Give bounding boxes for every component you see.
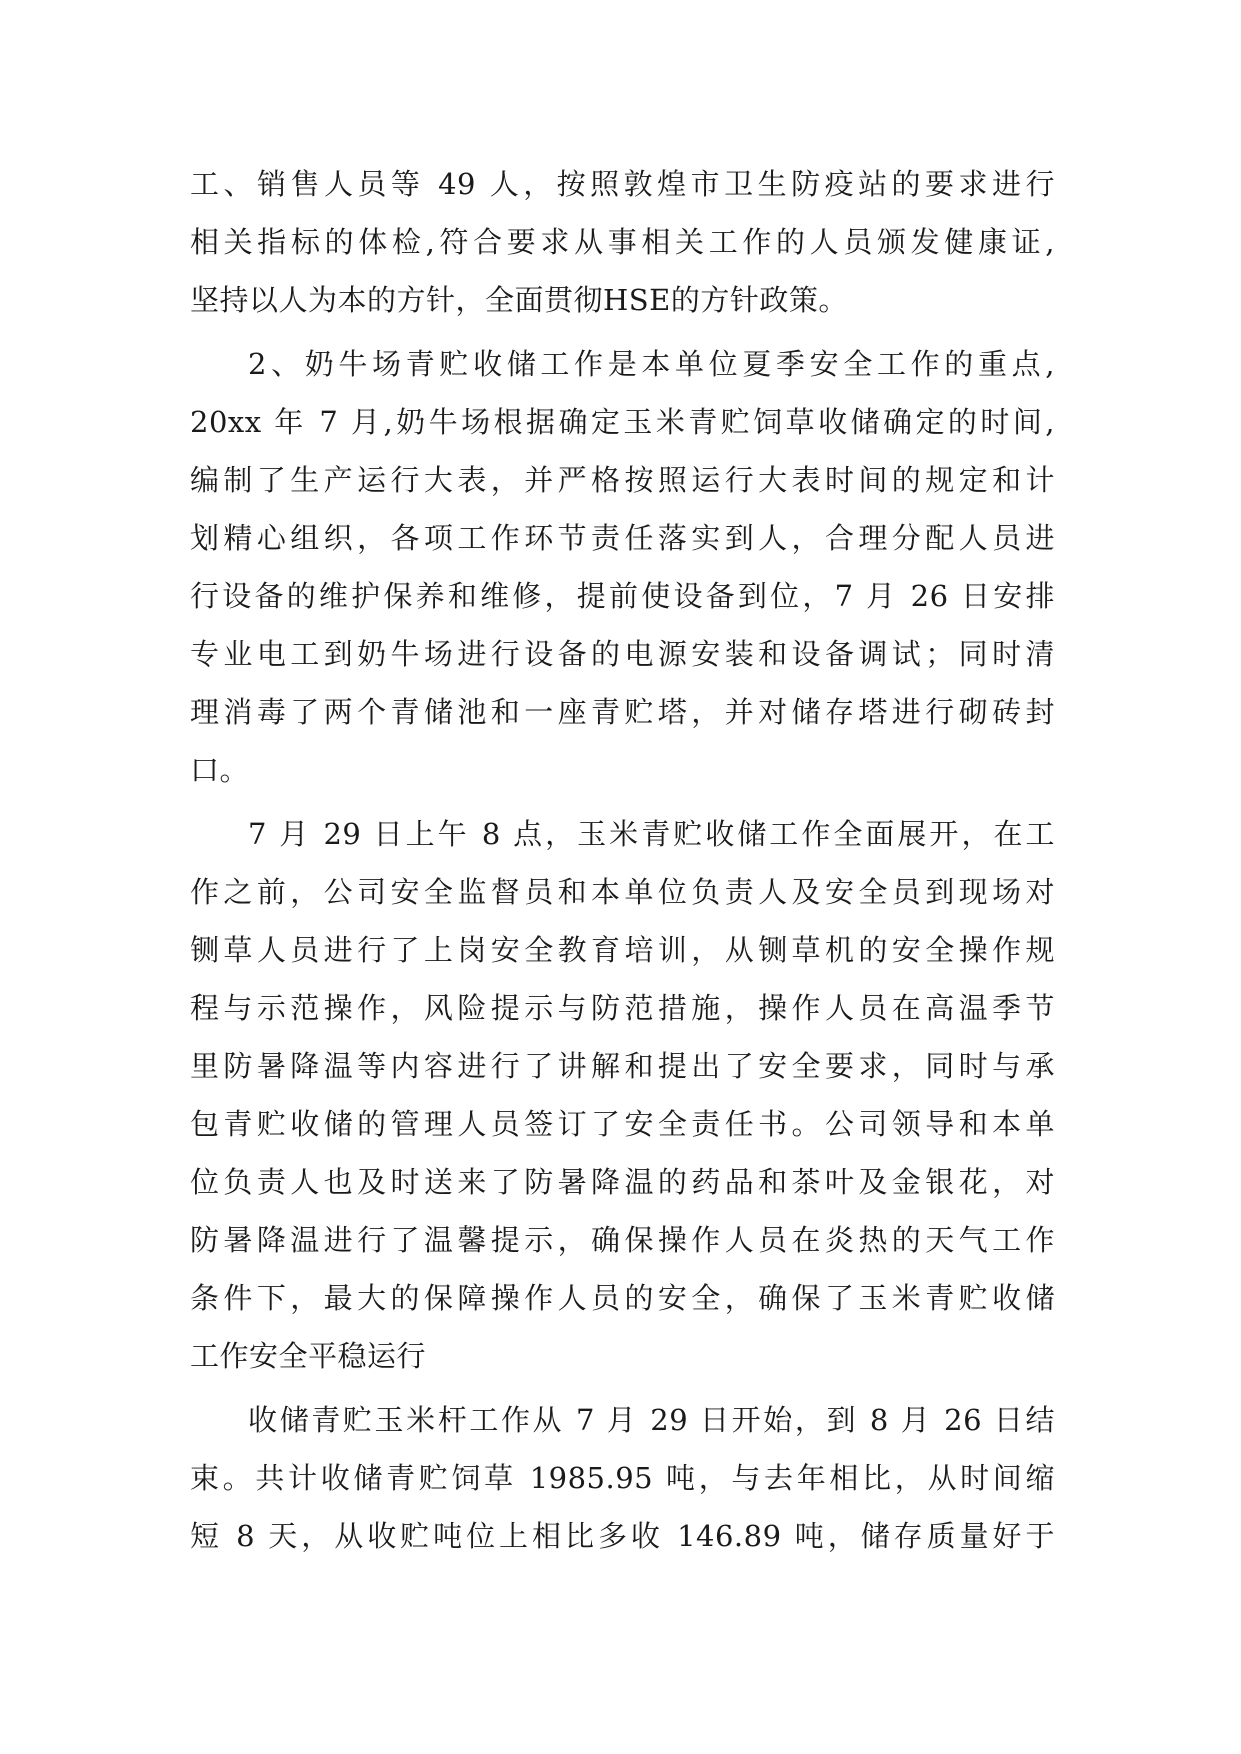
- text-line: 里防暑降温等内容进行了讲解和提出了安全要求，同时与承: [190, 1049, 1055, 1083]
- text-line: 铡草人员进行了上岗安全教育培训，从铡草机的安全操作规: [190, 933, 1055, 967]
- text-line: 位负责人也及时送来了防暑降温的药品和茶叶及金银花，对: [190, 1165, 1055, 1199]
- paragraph-health-check: [190, 155, 1055, 329]
- text-line: 短 8 天，从收贮吨位上相比多收 146.89 吨，储存质量好于: [190, 1519, 1055, 1553]
- text-line: 束。共计收储青贮饲草 1985.95 吨，与去年相比，从时间缩: [190, 1461, 1055, 1495]
- text-line: 包青贮收储的管理人员签订了安全责任书。公司领导和本单: [190, 1107, 1055, 1141]
- text-line: 条件下，最大的保障操作人员的安全，确保了玉米青贮收储: [190, 1281, 1055, 1315]
- text-line: 收储青贮玉米杆工作从 7 月 29 日开始，到 8 月 26 日结: [248, 1403, 1055, 1437]
- text-line: 2、奶牛场青贮收储工作是本单位夏季安全工作的重点,: [248, 347, 1055, 381]
- text-line: 20xx 年 7 月,奶牛场根据确定玉米青贮饲草收储确定的时间,: [190, 405, 1055, 439]
- text-line: 行设备的维护保养和维修，提前使设备到位，7 月 26 日安排: [190, 579, 1055, 613]
- paragraph-storage-results: [190, 1391, 1055, 1565]
- paragraph-safety-training: [190, 805, 1055, 1385]
- text-line: 工作安全平稳运行: [190, 1339, 427, 1373]
- text-line: 相关指标的体检,符合要求从事相关工作的人员颁发健康证,: [190, 225, 1055, 259]
- text-line: 坚持以人为本的方针，全面贯彻HSE的方针政策。: [190, 283, 848, 317]
- text-line: 工、销售人员等 49 人，按照敦煌市卫生防疫站的要求进行: [190, 167, 1055, 201]
- text-line: 作之前，公司安全监督员和本单位负责人及安全员到现场对: [190, 875, 1055, 909]
- document-body: [190, 155, 1055, 1565]
- text-line: 专业电工到奶牛场进行设备的电源安装和设备调试；同时清: [190, 637, 1055, 671]
- text-line: 理消毒了两个青储池和一座青贮塔，并对储存塔进行砌砖封: [190, 695, 1055, 729]
- text-line: 防暑降温进行了温馨提示，确保操作人员在炎热的天气工作: [190, 1223, 1055, 1257]
- text-line: 程与示范操作，风险提示与防范措施，操作人员在高温季节: [190, 991, 1055, 1025]
- text-line: 划精心组织，各项工作环节责任落实到人，合理分配人员进: [190, 521, 1055, 555]
- text-line: 口。: [190, 753, 250, 787]
- text-line: 编制了生产运行大表，并严格按照运行大表时间的规定和计: [190, 463, 1055, 497]
- paragraph-silage-storage: [190, 335, 1055, 799]
- text-line: 7 月 29 日上午 8 点，玉米青贮收储工作全面展开，在工: [248, 817, 1055, 851]
